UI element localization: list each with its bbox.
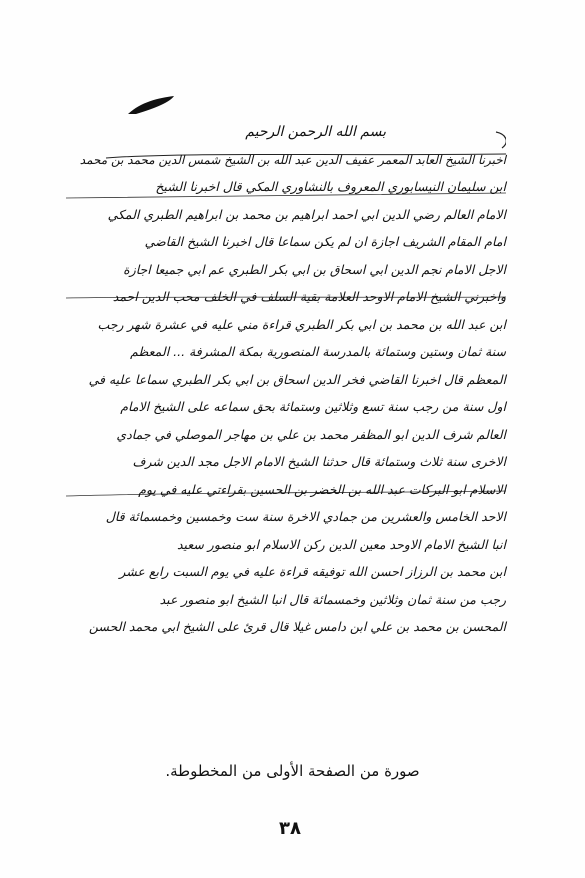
manuscript-line: اول سنة من رجب سنة تسع وثلاثين وستمائة بحق سماعه على الشيخ الامام (120, 399, 506, 414)
manuscript-line: الاخرى سنة ثلاث وستمائة قال حدثنا الشيخ الامام الاجل مجد الدين شرف (132, 454, 506, 469)
manuscript-line: ابن سليمان النيسابوري المعروف بالنشاوري المكي قال اخبرنا الشيخ (155, 179, 506, 194)
manuscript-line: العالم شرف الدين ابو المظفر محمد بن علي بن مهاجر الموصلي في جمادي (116, 426, 506, 442)
manuscript-line: رجب من سنة ثمان وثلاثين وخمسمائة قال انبا الشيخ ابو منصور عبد (159, 591, 506, 607)
figure-caption: صورة من الصفحة الأولى من المخطوطة. (165, 762, 420, 780)
manuscript-line: ابن محمد بن الرزاز احسن الله توفيقه قراءة عليه في يوم السبت رابع عشر (119, 564, 506, 579)
manuscript-line: ابن عبد الله بن محمد بن ابي بكر الطبري قراءة مني عليه في عشرة شهر رجب (97, 316, 506, 332)
manuscript-image (66, 92, 506, 652)
manuscript-line: امام المقام الشريف اجازة ان لم يكن سماعا قال اخبرنا الشيخ القاضي (144, 234, 506, 249)
manuscript-line: اخبرنا الشيخ العابد المعمر عفيف الدين عبد الله بن الشيخ شمس الدين محمد بن محمد (79, 152, 506, 167)
manuscript-line: المعظم قال اخبرنا القاضي فخر الدين اسحاق بن ابي بكر الطبري سماعا عليه في (88, 371, 506, 387)
manuscript-line: واخبرني الشيخ الامام الاوحد العلامة بقية السلف في الخلف محب الدين احمد (112, 289, 506, 304)
manuscript-line: الامام العالم رضي الدين ابي احمد ابراهيم بن محمد بن ابراهيم الطبري المكي (107, 206, 506, 222)
manuscript-line: الاسلام ابو البركات عبد الله بن الخضر بن الحسين بقراءتي عليه في يوم (138, 481, 506, 497)
page-number: ٣٨ (279, 818, 301, 839)
manuscript-line: الاحد الخامس والعشرين من جمادي الاخرة سنة ست وخمسين وخمسمائة قال (105, 509, 506, 524)
manuscript-line: سنة ثمان وستين وستمائة بالمدرسة المنصورية بمكة المشرفة ... المعظم (130, 344, 506, 359)
manuscript-basmala: بسم الله الرحمن الرحيم (245, 124, 386, 140)
manuscript-line: الاجل الامام نجم الدين ابي اسحاق بن ابي بكر الطبري عم ابي جميعا اجازة (123, 261, 506, 277)
manuscript-line: المحسن بن محمد بن علي ابن دامس غيلا قال قرئ على الشيخ ابي محمد الحسن (88, 619, 506, 634)
manuscript-line: انبا الشيخ الامام الاوحد معين الدين ركن الاسلام ابو منصور سعيد (177, 536, 506, 552)
